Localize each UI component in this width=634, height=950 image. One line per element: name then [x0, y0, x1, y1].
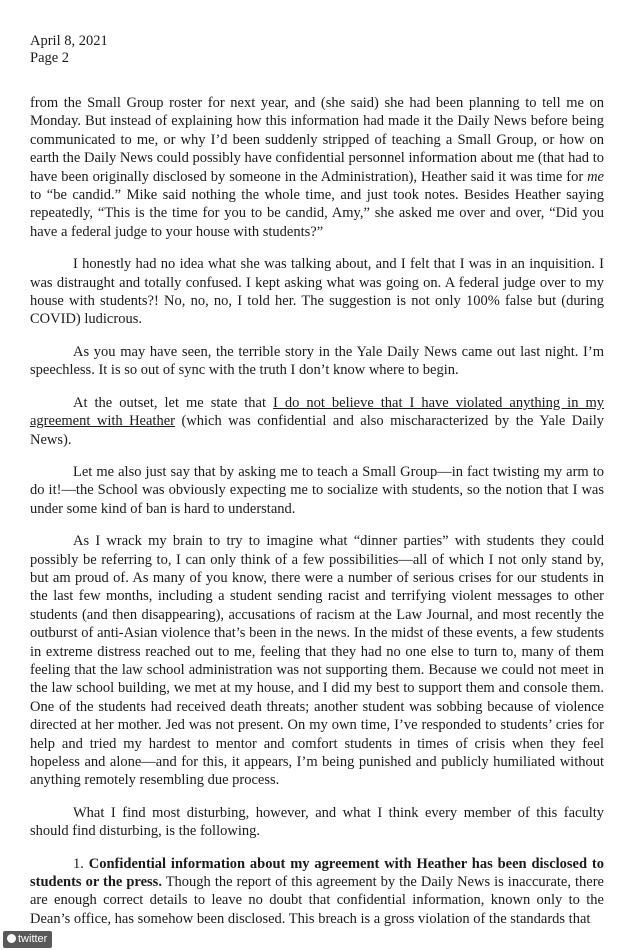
- letter-body: [30, 94, 604, 942]
- page-number: Page 2: [30, 50, 70, 66]
- paragraph-5: Let me also just say that by asking me to teach a Small Group—in fact twisting my arm to do it!—the School was obviously expecting me to socialize with students, so the notion that I was under some kind of ban is hard to understand.: [30, 463, 604, 517]
- paragraph-4: [30, 394, 604, 449]
- paragraph-1: [30, 94, 604, 241]
- paragraph-3: As you may have seen, the terrible story in the Yale Daily News came out last night. I’m speechless. It is so out of sync with the truth I don’t know where to begin.: [30, 343, 604, 379]
- numbered-paragraph-heading: Confidential information about my agreement with Heather has been disclosed to students or the press.: [30, 855, 604, 891]
- twitter-icon: [7, 934, 16, 943]
- paragraph-4-end: (which was confidential and also mischaracterized by the Yale Daily News).: [30, 413, 605, 448]
- letter-date: April 8, 2021: [30, 33, 108, 49]
- paragraph-7: What I find most disturbing, however, and what I think every member of this faculty should find disturbing, is the following.: [30, 804, 604, 840]
- paragraph-1-rest: to “be candid.” Mike said nothing the whole time, and just took notes. Besides Heather saying repeatedly, “This is the time for you to be candid, Amy,” she asked me over and over, “Did you have a federal judge to your house with students?”: [30, 187, 604, 240]
- list-number: 1.: [73, 855, 84, 872]
- paragraph-1-emphasis: me: [587, 168, 604, 185]
- watermark-label: twitter: [18, 933, 48, 945]
- paragraph-1-text: from the Small Group roster for next year, and (she said) she had been planning to tell me on Monday. But instead of explaining how this information had made it the Daily News before being communicated to me, or why I’d been suddenly stripped of teaching a Small Group, or how on earth the Daily News could possibly have confidential personnel information about me (that had to have been originally disclosed by someone in the Administration), Heather said it was time for: [30, 95, 604, 185]
- paragraph-2: I honestly had no idea what she was talking about, and I felt that I was in an inquisition. I was distraught and totally confused. I kept asking what was going on. A federal judge over to my house with students?! No, no, no, I told her. The suggestion is not only 100% false but (during COVID) ludicrous.: [30, 256, 604, 328]
- numbered-paragraph-1: [30, 855, 604, 929]
- paragraph-6: As I wrack my brain to try to imagine what “dinner parties” with students they could possibly be referring to, I can only think of a few possibilities—all of which I not only stand by, but am proud of. As many of you know, there were a number of serious crises for our students in the last few months, including a student sending racist and terrifying violent messages to other students (and then disappearing), accusations of racism at the Law Journal, and most recently the outburst of anti-Asian violence that’s been in the news. In the midst of these events, a few students in extreme distress reached out to me, feeling that they had no one else to turn to, many of them feeling that the law school administration was not supporting them. Because we could not meet in the law school building, we met at my house, and I did my best to support them and console them. One of the students had received death threats; another student was sobbing because of violence directed at her mother. Jed was not present. On my own time, I’ve responded to students’ cries for help and tried my hardest to mentor and comfort students in times of crisis when they feel hopeless and alone—and for this, it appears, I’m being punished and publicly humiliated without anything remotely resembling due process.: [30, 533, 604, 789]
- paragraph-4-underlined: I do not believe that I have violated anything in my agreement with Heather: [30, 394, 604, 430]
- paragraph-4-start: At the outset, let me state that: [73, 394, 274, 411]
- letter-header: [30, 33, 108, 67]
- numbered-paragraph-text: Though the report of this agreement by the Daily News is inaccurate, there are enough correct details to leave no doubt that confidential information, known only to the Dean’s office, has somehow been disclosed. This breach is a gross violation of the standards that: [30, 874, 604, 927]
- twitter-watermark: [3, 931, 52, 948]
